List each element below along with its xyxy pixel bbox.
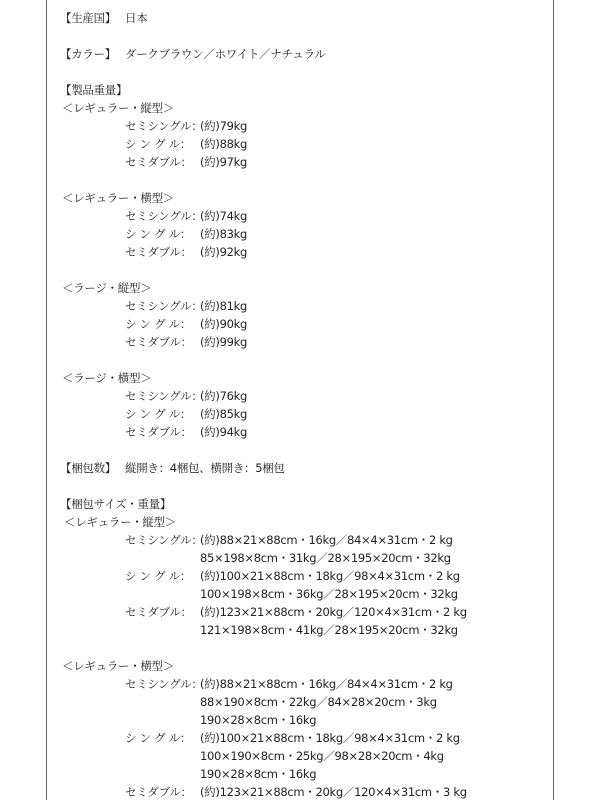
packsize-line: (約)100×21×88cm・18kg／98×4×31cm・2 kg — [200, 731, 460, 745]
weight-size: セミシングル： — [125, 299, 203, 313]
packsize-label: 【梱包サイズ・重量】 — [60, 497, 172, 511]
packsize-line: 100×198×8cm・36kg／28×195×20cm・32kg — [200, 587, 458, 601]
weight-value: (約)74kg — [200, 209, 247, 223]
weight-label: 【製品重量】 — [60, 83, 128, 97]
weight-group-title: ＜レギュラー・横型＞ — [62, 191, 174, 205]
weight-size: シ ン グ ル： — [125, 227, 192, 241]
color-value: ダークブラウン／ホワイト／ナチュラル — [125, 47, 326, 61]
packsize-line: 121×198×8cm・41kg／28×195×20cm・32kg — [200, 623, 458, 637]
weight-value: (約)90kg — [200, 317, 247, 331]
weight-value: (約)94kg — [200, 425, 247, 439]
packsize-line: (約)123×21×88cm・20kg／120×4×31cm・3 kg — [200, 785, 467, 799]
packsize-group-title: ＜レギュラー・縦型＞ — [64, 515, 176, 529]
weight-group-title: ＜レギュラー・縦型＞ — [62, 101, 174, 115]
weight-value: (約)85kg — [200, 407, 247, 421]
weight-size: セミダブル： — [125, 155, 192, 169]
weight-size: セミシングル： — [125, 119, 203, 133]
packsize-group-title: ＜レギュラー・横型＞ — [62, 659, 174, 673]
weight-value: (約)88kg — [200, 137, 247, 151]
weight-size: シ ン グ ル： — [125, 317, 192, 331]
packsize-line: 190×28×8cm・16kg — [200, 767, 317, 781]
weight-value: (約)92kg — [200, 245, 247, 259]
weight-size: セミシングル： — [125, 389, 203, 403]
packages-value: 縦開き：4梱包、横開き：5梱包 — [125, 461, 285, 475]
weight-value: (約)97kg — [200, 155, 247, 169]
packsize-size: シ ン グ ル： — [125, 731, 192, 745]
weight-size: シ ン グ ル： — [125, 407, 192, 421]
packsize-size: セミシングル： — [125, 533, 203, 547]
weight-size: セミダブル： — [125, 425, 192, 439]
packsize-line: 190×28×8cm・16kg — [200, 713, 317, 727]
weight-group-title: ＜ラージ・横型＞ — [62, 371, 152, 385]
weight-value: (約)81kg — [200, 299, 247, 313]
weight-group-title: ＜ラージ・縦型＞ — [62, 281, 152, 295]
weight-value: (約)99kg — [200, 335, 247, 349]
weight-size: セミシングル： — [125, 209, 203, 223]
packsize-size: セミダブル： — [125, 785, 192, 799]
origin-value: 日本 — [125, 11, 148, 25]
color-label: 【カラー】 — [60, 47, 116, 61]
weight-value: (約)83kg — [200, 227, 247, 241]
packsize-line: (約)123×21×88cm・20kg／120×4×31cm・2 kg — [200, 605, 467, 619]
weight-size: セミダブル： — [125, 335, 192, 349]
packsize-line: (約)100×21×88cm・18kg／98×4×31cm・2 kg — [200, 569, 460, 583]
packsize-size: セミダブル： — [125, 605, 192, 619]
packsize-line: 85×198×8cm・31kg／28×195×20cm・32kg — [200, 551, 451, 565]
packsize-line: 88×190×8cm・22kg／84×28×20cm・3kg — [200, 695, 437, 709]
packsize-line: 100×190×8cm・25kg／98×28×20cm・4kg — [200, 749, 444, 763]
weight-size: セミダブル： — [125, 245, 192, 259]
packages-label: 【梱包数】 — [60, 461, 116, 475]
packsize-size: シ ン グ ル： — [125, 569, 192, 583]
origin-label: 【生産国】 — [60, 11, 116, 25]
packsize-size: セミシングル： — [125, 677, 203, 691]
weight-value: (約)76kg — [200, 389, 247, 403]
packsize-line: (約)88×21×88cm・16kg／84×4×31cm・2 kg — [200, 533, 453, 547]
packsize-line: (約)88×21×88cm・16kg／84×4×31cm・2 kg — [200, 677, 453, 691]
weight-value: (約)79kg — [200, 119, 247, 133]
weight-size: シ ン グ ル： — [125, 137, 192, 151]
